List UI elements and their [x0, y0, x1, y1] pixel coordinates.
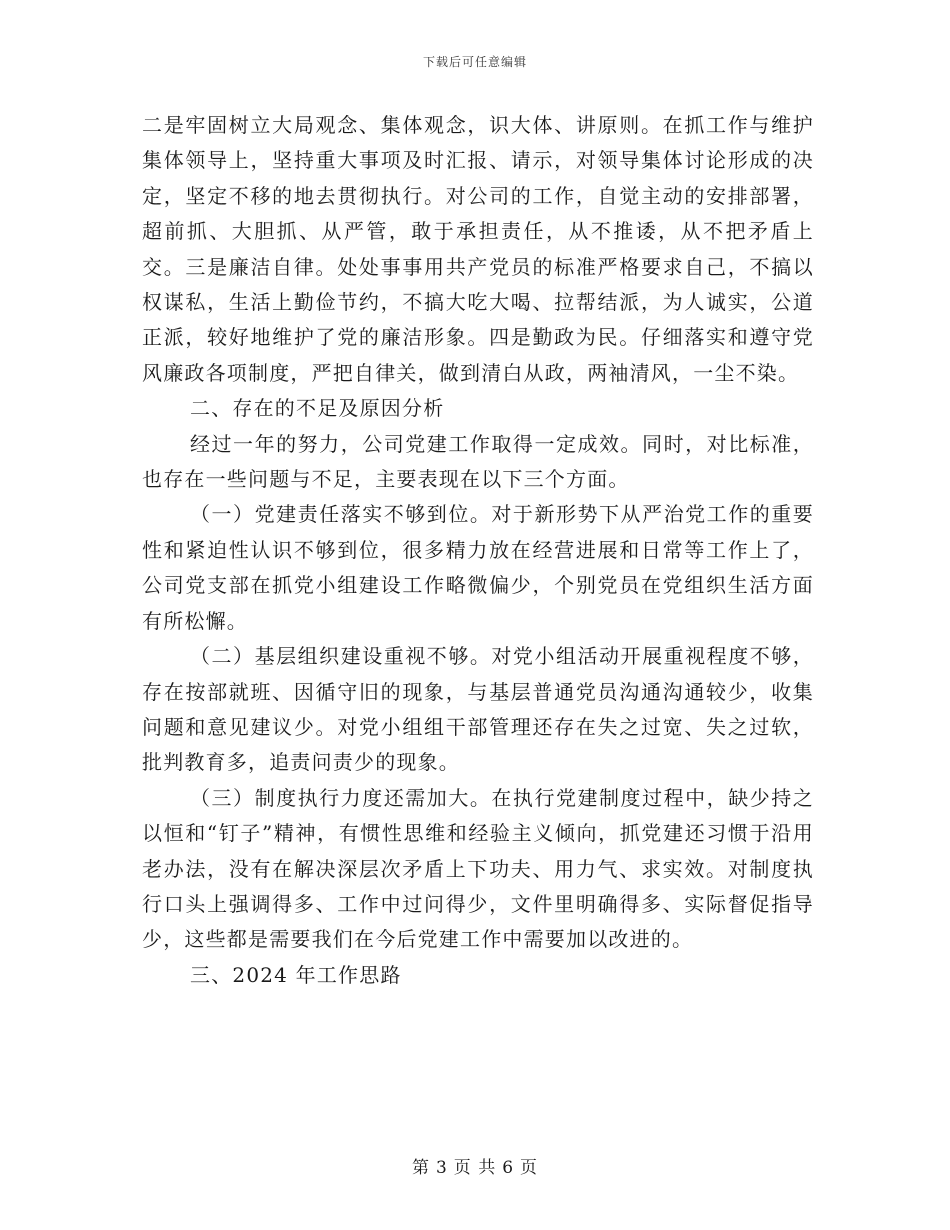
- page-label-prefix: 第: [411, 1158, 430, 1178]
- body-paragraph-1: 二是牢固树立大局观念、集体观念，识大体、讲原则。在抓工作与维护集体领导上，坚持重大事项及时汇报、请示，对领导集体讨论形成的决定，坚定不移的地去贯彻执行。对公司的工作，自觉主动的安排部署，超前抓、大胆抓、从严管，敢于承担责任，从不推诿，从不把矛盾上交。三是廉洁自律。处处事事用共产党员的标准严格要求自己，不搞以权谋私，生活上勤俭节约，不搞大吃大喝、拉帮结派，为人诚实，公道正派，较好地维护了党的廉洁形象。四是勤政为民。仔细落实和遵守党风廉政各项制度，严把自律关，做到清白从政，两袖清风，一尘不染。: [142, 113, 814, 385]
- total-pages-number: 6: [502, 1158, 515, 1178]
- body-paragraph-item-1: （一）党建责任落实不够到位。对于新形势下从严治党工作的重要性和紧迫性认识不够到位，很多精力放在经营进展和日常等工作上了，公司党支部在抓党小组建设工作略微偏少，个别党员在党组织生活方面有所松懈。: [142, 502, 814, 633]
- section-heading-2: 二、存在的不足及原因分析: [190, 396, 445, 421]
- page-label-mid: 页 共: [453, 1158, 497, 1178]
- document-body: [142, 108, 814, 993]
- page-footer: [0, 1153, 950, 1178]
- body-paragraph-intro: 经过一年的努力，公司党建工作取得一定成效。同时，对比标准，也存在一些问题与不足，主要表现在以下三个方面。: [142, 431, 814, 492]
- current-page-number: 3: [435, 1158, 448, 1178]
- page-label-suffix: 页: [520, 1158, 539, 1178]
- body-paragraph-item-2: （二）基层组织建设重视不够。对党小组活动开展重视程度不够，存在按部就班、因循守旧的现象，与基层普通党员沟通沟通较少，收集问题和意见建议少。对党小组组干部管理还存在失之过宽、失之过软，批判教育多，追责问责少的现象。: [142, 644, 814, 775]
- page-header: 下载后可任意编辑: [422, 55, 527, 69]
- body-paragraph-item-3: （三）制度执行力度还需加大。在执行党建制度过程中，缺少持之以恒和“钉子”精神，有惯性思维和经验主义倾向，抓党建还习惯于沿用老办法，没有在解决深层次矛盾上下功夫、用力气、求实效。对制度执行口头上强调得多、工作中过问得少，文件里明确得多、实际督促指导少，这些都是需要我们在今后党建工作中需要加以改进的。: [142, 785, 814, 952]
- section-heading-3: 三、2024 年工作思路: [190, 962, 402, 987]
